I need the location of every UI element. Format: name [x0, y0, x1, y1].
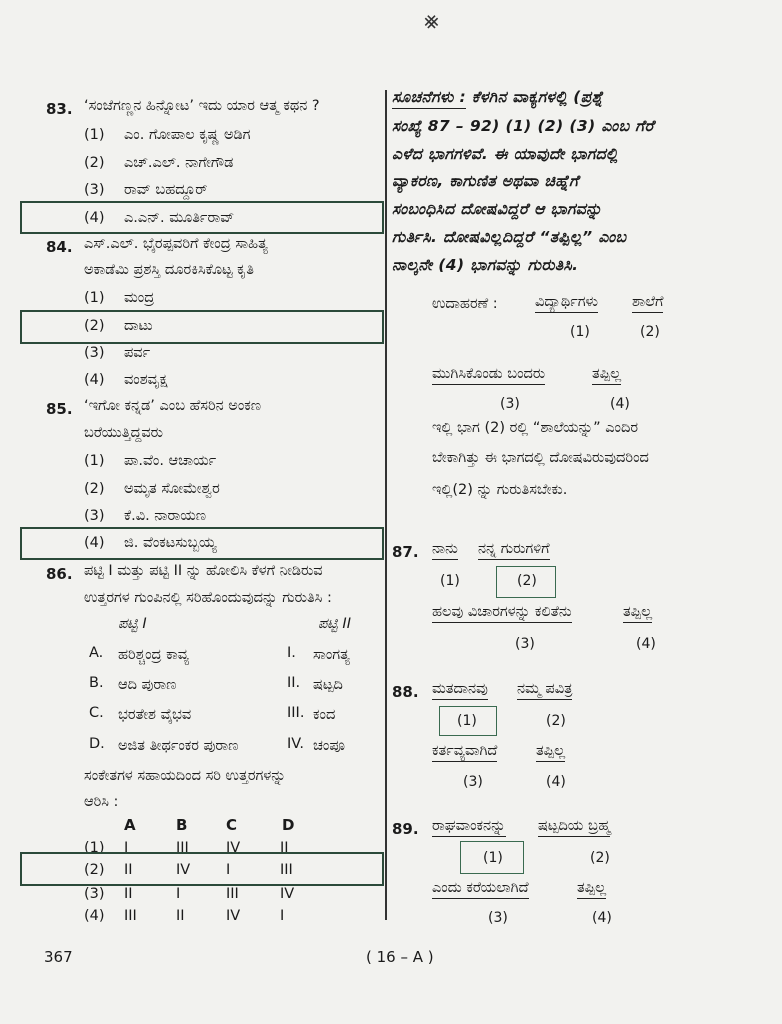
- q87-part-4[interactable]: ತಪ್ಪಿಲ್ಲ: [623, 604, 652, 620]
- q89-num-3: (3): [488, 910, 508, 926]
- q85-option-2[interactable]: (2) ಅಮೃತ ಸೋಮೇಶ್ವರ: [84, 481, 220, 497]
- q87-num-1: (1): [440, 573, 460, 589]
- example-num-3: (3): [500, 396, 520, 412]
- q86-row-b-item: ಆದಿ ಪುರಾಣ: [118, 677, 177, 693]
- q84-answer-highlight: [20, 310, 384, 344]
- q88-part-1[interactable]: ಮತದಾನವು: [432, 681, 488, 697]
- example-part-4: ತಪ್ಪಿಲ್ಲ: [592, 366, 621, 382]
- instructions-line-2: ಸಂಖ್ಯೆ 87 – 92) (1) (2) (3) ಎಂಬ ಗೆರೆ: [392, 117, 654, 135]
- q86-line1: ಪಟ್ಟಿ I ಮತ್ತು ಪಟ್ಟಿ II ನ್ನು ಹೋಲಿಸಿ ಕೆಳಗೆ ನೀಡಿರುವ: [84, 563, 323, 579]
- instructions-line-3: ಎಳೆದ ಭಾಗಗಳಿವೆ. ಈ ಯಾವುದೇ ಭಾಗದಲ್ಲಿ: [392, 145, 619, 163]
- q87-part-2[interactable]: ನನ್ನ ಗುರುಗಳಿಗೆ: [478, 541, 550, 557]
- q88-num-2: (2): [546, 713, 566, 729]
- booklet-code: ( 16 – A ): [366, 948, 434, 966]
- q86-row-d-match: ಚಂಪೂ: [313, 738, 345, 754]
- exam-page: ⨳ 83. ‘ಸಂಜೆಗಣ್ಣನ ಹಿನ್ನೋಟ’ ಇದು ಯಾರ ಆತ್ಮ ಕಥನ ? (1) ಎಂ. ಗೋಪಾಲ ಕೃಷ್ಣ ಅಡಿಗ (2) ಎಚ್.ಎಲ್. ನಾಗೇಗೌಡ (3) ರಾವ್ ಬಹದ್ದೂರ್ (4) ಎ.ಎನ್. ಮೂರ್ತಿರಾವ್ 84. ಎಸ್.ಎಲ್. ಭೈರಪ್ಪವರಿಗೆ ಕೇಂದ್ರ ಸಾಹಿತ್ಯ ಅಕಾಡೆಮಿ ಪ್ರಶಸ್ತಿ ದೂರಕಿಸಿಕೊಟ್ಟ ಕೃತಿ (1) ಮಂದ್ರ (2) ದಾಟು (3) ಪರ್ವ (4) ವಂಶವೃಕ್ಷ 85. ‘ಇಗೋ ಕನ್ನಡ’ ಎಂಬ ಹೆಸರಿನ ಅಂಕಣ ಬರೆಯುತ್ತಿದ್ದವರು (1) ಪಾ.ವೆಂ. ಆಚಾರ್ಯ (2) ಅಮೃತ ಸೋಮೇಶ್ವರ (3) ಕೆ.ವಿ. ನಾರಾಯಣ (4) ಜಿ. ವೆಂಕಟಸುಬ್ಬಯ್ಯ 86. ಪಟ್ಟಿ I ಮತ್ತು ಪಟ್ಟಿ II ನ್ನು ಹೋಲಿಸಿ ಕೆಳಗೆ ನೀಡಿರುವ ಉತ್ತರಗಳ ಗುಂಪಿನಲ್ಲಿ ಸರಿಹೊಂದುವುದನ್ನು ಗುರುತಿಸಿ : ಪಟ್ಟಿ I ಪಟ್ಟಿ II A. ಹರಿಶ್ಚಂದ್ರ ಕಾವ್ಯ I. ಸಾಂಗತ್ಯ B. ಆದಿ ಪುರಾಣ II. ಷಟ್ಪದಿ C. ಭರತೇಶ ವೈಭವ III. ಕಂದ D. ಅಜಿತ ತೀರ್ಥಂಕರ ಪುರಾಣ IV. ಚಂಪೂ ಸಂಕೇತಗಳ ಸಹಾಯದಿಂದ ಸರಿ ಉತ್ತರಗಳನ್ನು ಆರಿಸಿ : A B C D (1) I III IV II (2) II IV I III (3) II I III IV (4) III II IV I ಸೂಚನೆಗಳು : ಕೆಳಗಿನ ವಾಕ್ಯಗಳಲ್ಲಿ (ಪ್ರಶ್ನೆ ಸಂಖ್ಯೆ 87 – 92) (1) (2) (3) ಎಂಬ ಗೆರೆ ಎಳೆದ ಭಾಗಗಳಿವೆ. ಈ ಯಾವುದೇ ಭಾಗದಲ್ಲಿ ವ್ಯಾಕರಣ, ಕಾಗುಣಿತ ಅಥವಾ ಚಿಹ್ನೆಗೆ ಸಂಬಂಧಿಸಿದ ದೋಷವಿದ್ದರೆ ಆ ಭಾಗವನ್ನು ಗುರ್ತಿಸಿ. ದೋಷವಿಲ್ಲದಿದ್ದರೆ “ತಪ್ಪಿಲ್ಲ” ಎಂಬ ನಾಲ್ಕನೇ (4) ಭಾಗವನ್ನು ಗುರುತಿಸಿ. ಉದಾಹರಣೆ : ವಿದ್ಯಾರ್ಥಿಗಳು ಶಾಲೆಗೆ (1) (2) ಮುಗಿಸಿಕೊಂಡು ಬಂದರು ತಪ್ಪಿಲ್ಲ (3) (4) ಇಲ್ಲಿ ಭಾಗ (2) ರಲ್ಲಿ “ಶಾಲೆಯನ್ನು” ಎಂದಿರ ಬೇಕಾಗಿತ್ತು ಈ ಭಾಗದಲ್ಲಿ ದೋಷವಿರುವುದರಿಂದ ಇಲ್ಲಿ(2) ನ್ನು ಗುರುತಿಸಬೇಕು. 87. ನಾನು ನನ್ನ ಗುರುಗಳಿಗೆ (1) (2) ಹಲವು ವಿಚಾರಗಳನ್ನು ಕಲಿತೆನು ತಪ್ಪಿಲ್ಲ (3) (4) 88. ಮತದಾನವು ನಮ್ಮ ಪವಿತ್ರ (1) (2) ಕರ್ತವ್ಯವಾಗಿದೆ ತಪ್ಪಿಲ್ಲ (3) (4) 89. ರಾಘವಾಂಕನನ್ನು ಷಟ್ಪದಿಯ ಬ್ರಹ್ಮ (1) (2) ಎಂದು ಕರೆಯಲಾಗಿದೆ ತಪ್ಪಿಲ್ಲ (3) (4) 367 ( 16 – A ): [0, 0, 782, 1024]
- q89-part-2[interactable]: ಷಟ್ಪದಿಯ ಬ್ರಹ್ಮ: [538, 818, 610, 834]
- q86-answer-highlight: [20, 852, 384, 886]
- q87-part-1[interactable]: ನಾನು: [432, 541, 458, 557]
- q87-part-3[interactable]: ಹಲವು ವಿಚಾರಗಳನ್ನು ಕಲಿತೆನು: [432, 604, 572, 620]
- q86-head-b: B: [176, 816, 188, 834]
- q88-num-3: (3): [463, 774, 483, 790]
- q85-option-4[interactable]: (4) ಜಿ. ವೆಂಕಟಸುಬ್ಬಯ್ಯ: [84, 535, 217, 551]
- q87-answer-highlight: [496, 566, 556, 598]
- q84-option-2[interactable]: (2) ದಾಟು: [84, 318, 153, 334]
- q86-row-a-item: ಹರಿಶ್ಚಂದ್ರ ಕಾವ್ಯ: [118, 647, 190, 663]
- example-part-2: ಶಾಲೆಗೆ: [632, 294, 663, 310]
- page-number: 367: [44, 948, 73, 966]
- q88-num-1: (1): [457, 713, 477, 729]
- q85-option-3[interactable]: (3) ಕೆ.ವಿ. ನಾರಾಯಣ: [84, 508, 207, 524]
- q86-row-c-match: ಕಂದ: [313, 707, 336, 723]
- q88-num-4: (4): [546, 774, 566, 790]
- q85-line1: ‘ಇಗೋ ಕನ್ನಡ’ ಎಂಬ ಹೆಸರಿನ ಅಂಕಣ: [84, 398, 262, 414]
- q89-answer-highlight: [460, 841, 524, 874]
- q86-column2-head: ಪಟ್ಟಿ II: [318, 616, 351, 632]
- q85-answer-highlight: [20, 527, 384, 560]
- q83-number: 83.: [46, 100, 73, 118]
- q88-answer-highlight: [439, 706, 497, 736]
- q86-row-c-letter: C.: [89, 705, 104, 721]
- q88-number: 88.: [392, 683, 419, 701]
- q84-line1: ಎಸ್.ಎಲ್. ಭೈರಪ್ಪವರಿಗೆ ಕೇಂದ್ರ ಸಾಹಿತ್ಯ: [84, 236, 268, 252]
- example-num-2: (2): [640, 324, 660, 340]
- q89-part-3[interactable]: ಎಂದು ಕರೆಯಲಾಗಿದೆ: [432, 880, 529, 896]
- q84-option-4[interactable]: (4) ವಂಶವೃಕ್ಷ: [84, 372, 168, 388]
- example-label: ಉದಾಹರಣೆ :: [432, 296, 498, 312]
- instructions-line-5: ಸಂಬಂಧಿಸಿದ ದೋಷವಿದ್ದರೆ ಆ ಭಾಗವನ್ನು: [392, 200, 603, 218]
- q85-line2: ಬರೆಯುತ್ತಿದ್ದವರು: [84, 425, 163, 441]
- q84-line2: ಅಕಾಡೆಮಿ ಪ್ರಶಸ್ತಿ ದೂರಕಿಸಿಕೊಟ್ಟ ಕೃತಿ: [84, 262, 254, 278]
- q84-option-3[interactable]: (3) ಪರ್ವ: [84, 345, 151, 361]
- q89-part-4[interactable]: ತಪ್ಪಿಲ್ಲ: [577, 880, 606, 896]
- q87-num-2: (2): [517, 573, 537, 589]
- cross-mark-icon: ⨳: [424, 6, 439, 34]
- q86-row-d-roman: IV.: [287, 736, 304, 752]
- q86-row-a-roman: I.: [287, 645, 296, 661]
- q84-option-1[interactable]: (1) ಮಂದ್ರ: [84, 290, 155, 306]
- q89-num-4: (4): [592, 910, 612, 926]
- q86-codes-line2: ಆರಿಸಿ :: [84, 794, 119, 810]
- q84-number: 84.: [46, 238, 73, 256]
- q86-row-a-letter: A.: [89, 645, 104, 661]
- q88-part-3[interactable]: ಕರ್ತವ್ಯವಾಗಿದೆ: [432, 743, 497, 759]
- q89-num-2: (2): [590, 850, 610, 866]
- q83-option-3[interactable]: (3) ರಾವ್ ಬಹದ್ದೂರ್: [84, 182, 208, 198]
- q86-row-c-roman: III.: [287, 705, 305, 721]
- q87-num-3: (3): [515, 636, 535, 652]
- q88-part-2[interactable]: ನಮ್ಮ ಪವಿತ್ರ: [517, 681, 572, 697]
- q83-answer-highlight: [20, 201, 384, 234]
- q86-codes-line1: ಸಂಕೇತಗಳ ಸಹಾಯದಿಂದ ಸರಿ ಉತ್ತರಗಳನ್ನು: [84, 768, 286, 784]
- column-divider: [385, 90, 387, 920]
- q83-option-4[interactable]: (4) ಎ.ಎನ್. ಮೂರ್ತಿರಾವ್: [84, 210, 235, 226]
- example-explanation-2: ಬೇಕಾಗಿತ್ತು ಈ ಭಾಗದಲ್ಲಿ ದೋಷವಿರುವುದರಿಂದ: [432, 450, 649, 466]
- q86-row-c-item: ಭರತೇಶ ವೈಭವ: [118, 707, 192, 723]
- q85-option-1[interactable]: (1) ಪಾ.ವೆಂ. ಆಚಾರ್ಯ: [84, 453, 217, 469]
- q86-row-a-match: ಸಾಂಗತ್ಯ: [313, 647, 350, 663]
- instructions-line-6: ಗುರ್ತಿಸಿ. ದೋಷವಿಲ್ಲದಿದ್ದರೆ “ತಪ್ಪಿಲ್ಲ” ಎಂಬ: [392, 228, 627, 246]
- example-part-3: ಮುಗಿಸಿಕೊಂಡು ಬಂದರು: [432, 366, 545, 382]
- example-num-1: (1): [570, 324, 590, 340]
- instructions-line-7: ನಾಲ್ಕನೇ (4) ಭಾಗವನ್ನು ಗುರುತಿಸಿ.: [392, 256, 579, 274]
- q86-number: 86.: [46, 565, 73, 583]
- instructions-line-4: ವ್ಯಾಕರಣ, ಕಾಗುಣಿತ ಅಥವಾ ಚಿಹ್ನೆಗೆ: [392, 172, 579, 190]
- q86-head-c: C: [226, 816, 238, 834]
- q83-text: ‘ಸಂಜೆಗಣ್ಣನ ಹಿನ್ನೋಟ’ ಇದು ಯಾರ ಆತ್ಮ ಕಥನ ?: [84, 98, 320, 114]
- example-explanation-3: ಇಲ್ಲಿ(2) ನ್ನು ಗುರುತಿಸಬೇಕು.: [432, 482, 568, 498]
- q85-number: 85.: [46, 400, 73, 418]
- q86-row-b-roman: II.: [287, 675, 301, 691]
- q89-number: 89.: [392, 820, 419, 838]
- q86-head-a: A: [124, 816, 136, 834]
- example-part-1: ವಿದ್ಯಾರ್ಥಿಗಳು: [535, 294, 598, 310]
- q86-head-d: D: [282, 816, 295, 834]
- q86-row-b-letter: B.: [89, 675, 104, 691]
- q87-number: 87.: [392, 543, 419, 561]
- instructions-line-1: ಸೂಚನೆಗಳು : ಕೆಳಗಿನ ವಾಕ್ಯಗಳಲ್ಲಿ (ಪ್ರಶ್ನೆ: [392, 88, 603, 107]
- q83-option-1[interactable]: (1) ಎಂ. ಗೋಪಾಲ ಕೃಷ್ಣ ಅಡಿಗ: [84, 127, 251, 143]
- q83-option-2[interactable]: (2) ಎಚ್.ಎಲ್. ನಾಗೇಗೌಡ: [84, 155, 234, 171]
- q89-num-1: (1): [483, 850, 503, 866]
- q88-part-4[interactable]: ತಪ್ಪಿಲ್ಲ: [536, 743, 565, 759]
- q86-line2: ಉತ್ತರಗಳ ಗುಂಪಿನಲ್ಲಿ ಸರಿಹೊಂದುವುದನ್ನು ಗುರುತಿಸಿ :: [84, 590, 332, 606]
- example-explanation-1: ಇಲ್ಲಿ ಭಾಗ (2) ರಲ್ಲಿ “ಶಾಲೆಯನ್ನು” ಎಂದಿರ: [432, 420, 639, 436]
- q86-column1-head: ಪಟ್ಟಿ I: [118, 616, 147, 632]
- q86-row-b-match: ಷಟ್ಪದಿ: [313, 677, 343, 693]
- example-num-4: (4): [610, 396, 630, 412]
- q86-row-d-letter: D.: [89, 736, 105, 752]
- q89-part-1[interactable]: ರಾಘವಾಂಕನನ್ನು: [432, 818, 506, 834]
- q86-row-d-item: ಅಜಿತ ತೀರ್ಥಂಕರ ಪುರಾಣ: [118, 738, 239, 754]
- q87-num-4: (4): [636, 636, 656, 652]
